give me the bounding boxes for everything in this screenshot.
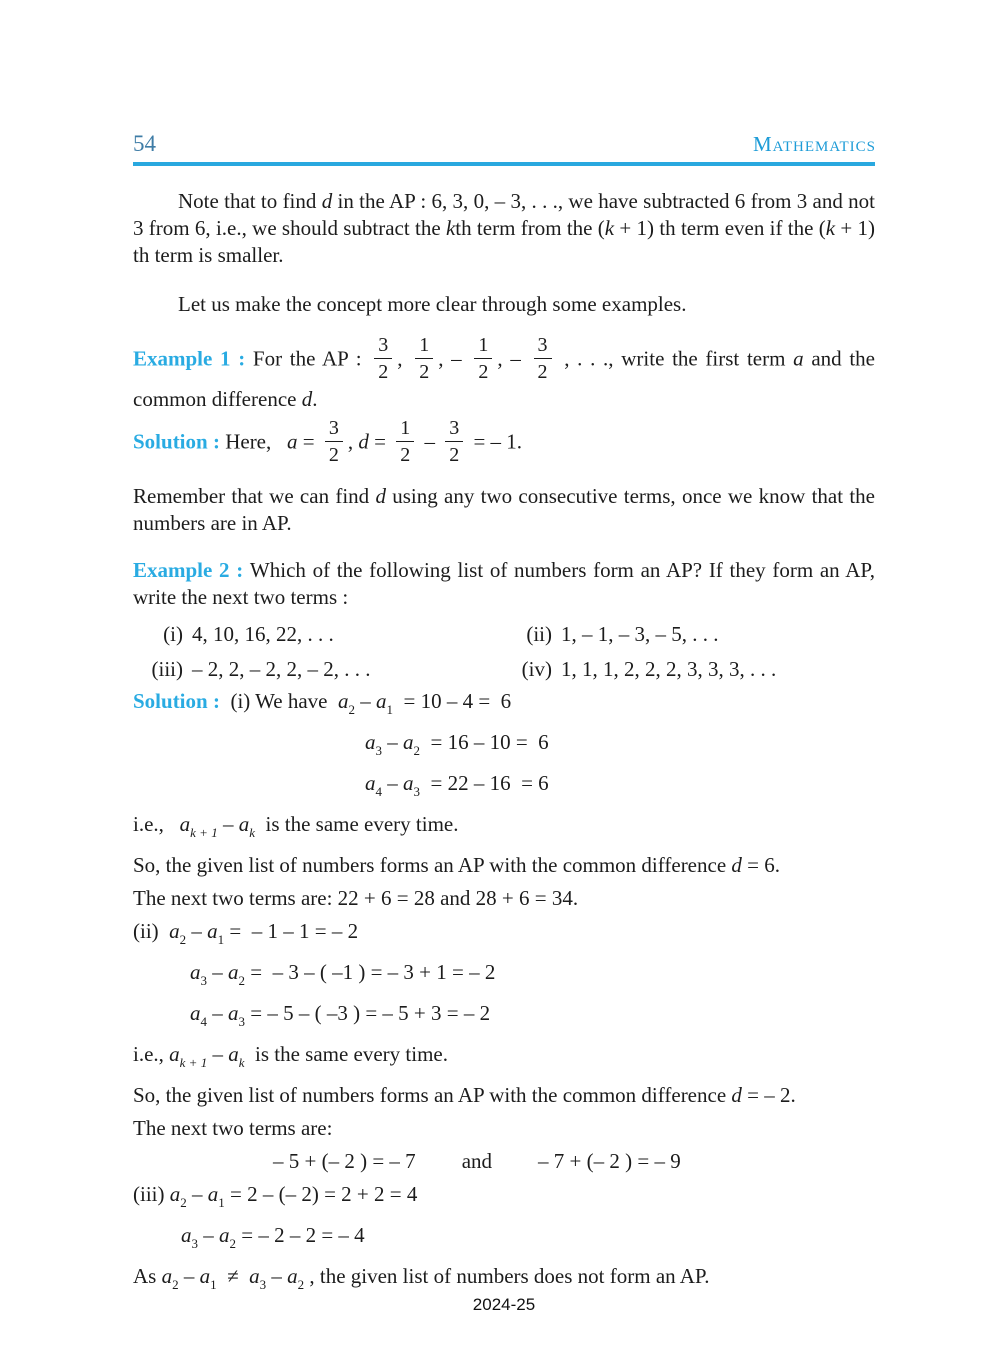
solution2-part-iii-eq1: (iii) $a_2 - a_1 = 2$ – (– 2) = 2 + 2 = 4 bbox=[133, 1181, 418, 1210]
list-text-ii: 1, – 1, – 3, – 5, . . . bbox=[561, 621, 719, 646]
paragraph-remember: Remember that we can find d using any two consecutive terms, once we know that the numbers are in AP. bbox=[133, 483, 875, 535]
list-text-i: 4, 10, 16, 22, . . . bbox=[192, 621, 334, 646]
solution2-part-ii-conclusion: So, the given list of numbers forms an AP with the common difference d = – 2. bbox=[133, 1082, 796, 1107]
solution2-part-ii-next-terms-label: The next two terms are: bbox=[133, 1115, 333, 1140]
solution2-part-ii-next-terms-eq: – 5 + (– 2 ) = – 7 and – 7 + (– 2 ) = – 9 bbox=[273, 1148, 681, 1173]
fraction: $\frac{1}{2}$ bbox=[396, 417, 414, 467]
solution2-part-ii-note: i.e., $a_{k + 1} - a_k$ is the same every time. bbox=[133, 1041, 449, 1070]
list-item-iii bbox=[137, 654, 506, 685]
solution2-part-i-note: i.e., $a_{k + 1} - a_k$ is the same every time. bbox=[133, 811, 459, 840]
fraction: $\frac{3}{2}$ bbox=[534, 334, 552, 384]
solution1-paragraph: Solution : Here, a = $\frac{3}{2}$ , d = $\frac{1}{2}$ – $\frac{3}{2}$ = – 1. bbox=[133, 416, 523, 467]
page-footer-year: 2024-25 bbox=[472, 1295, 536, 1314]
fraction: $\frac{3}{2}$ bbox=[445, 417, 463, 467]
solution2-part-iii-eq2: $a_3 - a_2$ = – 2 – 2 = – 4 bbox=[181, 1222, 365, 1251]
paragraph-note: Note that to find d in the AP : 6, 3, 0, – 3, . . ., we have subtracted 6 from 3 and not 3 from 6, i.e., we should subtract the kth term from the (k + 1) th term even if the (k + 1) th term is smaller. bbox=[133, 189, 875, 267]
list-item-ii bbox=[506, 619, 875, 650]
solution2-part-ii-eq3: $a_4 - a_3$ = – 5 – ( –3 ) = – 5 + 3 = – 2 bbox=[190, 1000, 491, 1029]
list-marker-iii: (iii) bbox=[151, 656, 183, 681]
fraction: $\frac{3}{2}$ bbox=[325, 417, 343, 467]
solution2-part-ii-eq1: (ii) $a_2 - a_1$ = – 1 – 1 = – 2 bbox=[133, 918, 359, 947]
page-content bbox=[0, 188, 1008, 1301]
example2-paragraph: Example 2 : Which of the following list of numbers form an AP? If they form an AP, write the next two terms : bbox=[133, 557, 875, 609]
list-item-i bbox=[137, 619, 506, 650]
solution2-part-i-conclusion: So, the given list of numbers forms an AP with the common difference d = 6. bbox=[133, 852, 780, 877]
header-subject: Mathematics bbox=[752, 132, 876, 156]
list-item-iv bbox=[506, 654, 875, 685]
list-marker-ii: (ii) bbox=[526, 621, 552, 646]
example1-paragraph: Example 1 : For the AP : $\frac{3}{2}$ , $\frac{1}{2}$ , – $\frac{1}{2}$ , – $\frac{3}{2}$ , . . ., write the first term a and the common difference d. bbox=[133, 334, 876, 411]
list-marker-i: (i) bbox=[163, 621, 183, 646]
solution2-part-iii-conclusion: As $a_2 - a_1 \ne a_3 - a_2$ , the given list of numbers does not form an AP. bbox=[133, 1263, 710, 1292]
fraction: $\frac{1}{2}$ bbox=[474, 334, 492, 384]
solution2-part-ii-eq2: $a_3 - a_2$ = – 3 – ( –1 ) = – 3 + 1 = – 2 bbox=[190, 959, 496, 988]
fraction: $\frac{1}{2}$ bbox=[415, 334, 433, 384]
ap-options-list bbox=[133, 619, 875, 685]
paragraph-examples-intro: Let us make the concept more clear through some examples. bbox=[178, 292, 687, 316]
page-number: 54 bbox=[133, 131, 156, 156]
solution2-part-i-next-terms: The next two terms are: 22 + 6 = 28 and 28 + 6 = 34. bbox=[133, 885, 579, 910]
fraction: $\frac{3}{2}$ bbox=[374, 334, 392, 384]
solution2-part-i-eq2: $a_3 - a_2 = 16 - 10 = 6$ bbox=[365, 729, 549, 758]
list-text-iv: 1, 1, 1, 2, 2, 2, 3, 3, 3, . . . bbox=[561, 656, 777, 681]
header-rule bbox=[133, 162, 875, 166]
solution2-part-i-eq3: $a_4 - a_3 = 22 - 16 = 6$ bbox=[365, 770, 549, 799]
list-marker-iv: (iv) bbox=[521, 656, 552, 681]
list-text-iii: – 2, 2, – 2, 2, – 2, . . . bbox=[192, 656, 371, 681]
solution2-part-i-eq1: Solution : (i) We have $a_2 - a_1 = 10 - 4 = 6$ bbox=[133, 688, 512, 717]
page-header bbox=[0, 0, 1008, 155]
